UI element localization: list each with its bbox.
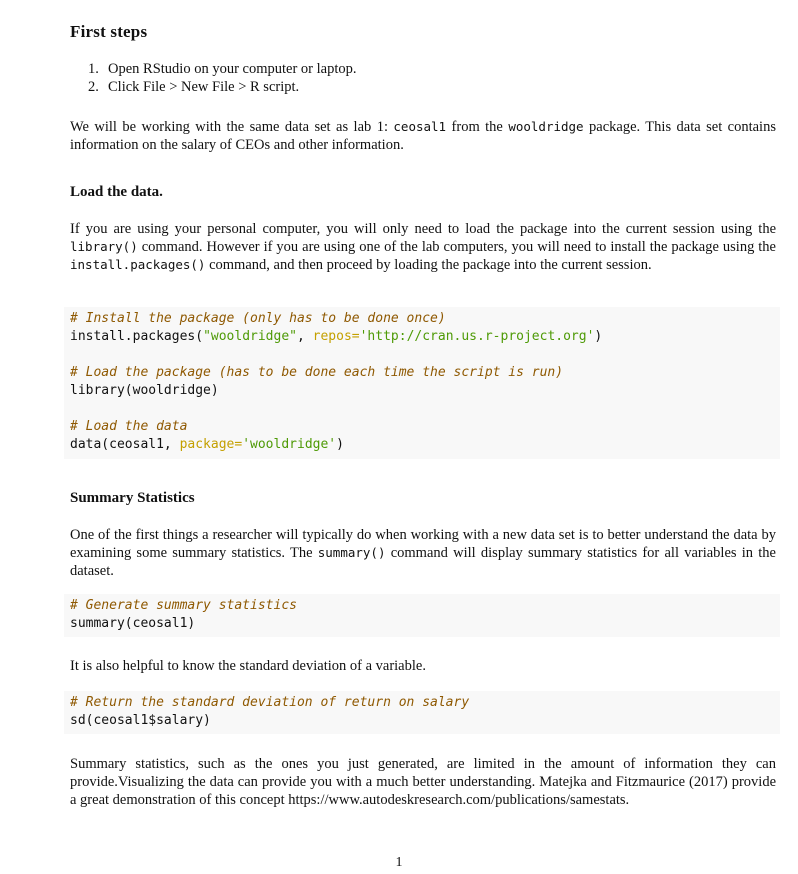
code-comment: # Install the package (only has to be done once) xyxy=(70,311,446,326)
inline-code: wooldridge xyxy=(508,119,584,134)
code-comment: # Load the data xyxy=(70,419,188,434)
steps-list xyxy=(70,60,356,96)
code-comment: # Return the standard deviation of return on salary xyxy=(70,695,470,710)
code-comment: # Generate summary statistics xyxy=(70,598,297,613)
code-comment: # Load the package (has to be done each time the script is run) xyxy=(70,365,564,380)
code-block-install: # Install the package (only has to be done once) install.packages("wooldridge", repos='http://cran.us.r-project.org') # Load the package (has to be done each time the script is run) library(wooldridge) # Load the data data(ceosal1, package='wooldridge') xyxy=(64,307,780,459)
code-block-summary: # Generate summary statistics summary(ceosal1) xyxy=(64,594,780,637)
page-number: 1 xyxy=(395,855,403,870)
section-heading-load: Load the data. xyxy=(70,184,163,200)
section-heading-summary: Summary Statistics xyxy=(70,490,195,506)
code-block-sd: # Return the standard deviation of return on salary sd(ceosal1$salary) xyxy=(64,691,780,734)
final-paragraph: Summary statistics, such as the ones you just generated, are limited in the amount of information they can provide.Visualizing the data can provide you with a much better understanding. Matejka and Fitzmaurice (2017) provide a great demonstration of this concept https://www.autodeskresearch.com/publications/samestats. xyxy=(70,756,776,808)
load-paragraph: If you are using your personal computer, you will only need to load the package into the current session using the library() command. However if you are using one of the lab computers, you will need to install the package using the install.packages() command, and then proceed by loading the package into the current session. xyxy=(70,221,776,273)
inline-code: library() xyxy=(70,239,138,254)
page-title: First steps xyxy=(70,22,148,41)
summary-paragraph: One of the first things a researcher will typically do when working with a new data set is to better understand the data by examining some summary statistics. The summary() command will display summary statistics for all variables in the dataset. xyxy=(70,527,776,579)
inline-code: install.packages() xyxy=(70,257,206,272)
list-item: 2. Click File > New File > R script. xyxy=(88,79,300,95)
inline-code: ceosal1 xyxy=(393,119,447,134)
list-item: 1. Open RStudio on your computer or laptop. xyxy=(88,61,357,77)
sd-paragraph: It is also helpful to know the standard deviation of a variable. xyxy=(70,658,426,674)
inline-code: summary() xyxy=(317,545,386,560)
intro-paragraph: We will be working with the same data set as lab 1: ceosal1 from the wooldridge package. This data set contains information on the salary of CEOs and other information. xyxy=(70,119,776,153)
